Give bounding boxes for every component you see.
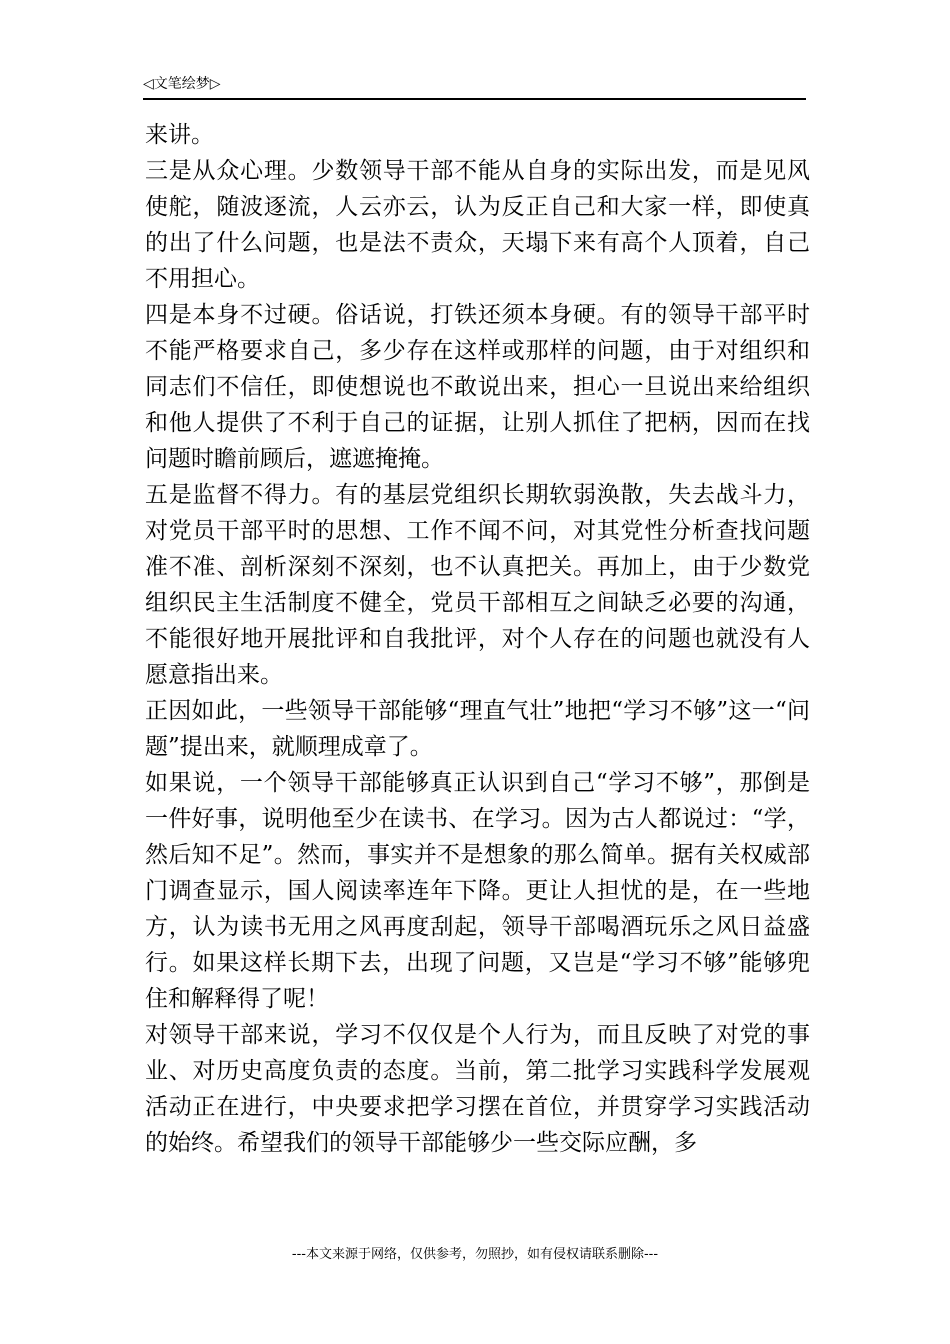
paragraph-5: 正因如此，一些领导干部能够“理直气壮”地把“学习不够”这一“问题”提出来，就顺理成章了。	[145, 698, 810, 760]
paragraph-6: 如果说，一个领导干部能够真正认识到自己“学习不够”，那倒是一件好事，说明他至少在读书、在学习。因为古人都说过：“学，然后知不足”。然而，事实并不是想象的那么简单。据有关权威部门调查显示，国人阅读率连年下降。更让人担忧的是，在一些地方，认为读书无用之风再度刮起，领导干部喝酒玩乐之风日益盛行。如果这样长期下去，出现了问题，又岂是“学习不够”能够兜住和解释得了呢！	[145, 770, 810, 1012]
paragraph-2: 三是从众心理。少数领导干部不能从自身的实际出发，而是见风使舵，随波逐流，人云亦云，认为反正自己和大家一样，即使真的出了什么问题，也是法不责众，天塌下来有高个人顶着，自己不用担心。	[145, 158, 810, 292]
paragraph-3: 四是本身不过硬。俗话说，打铁还须本身硬。有的领导干部平时不能严格要求自己，多少存在这样或那样的问题，由于对组织和同志们不信任，即使想说也不敢说出来，担心一旦说出来给组织和他人提供了不利于自己的证据，让别人抓住了把柄，因而在找问题时瞻前顾后，遮遮掩掩。	[145, 302, 810, 472]
paragraph-7: 对领导干部来说，学习不仅仅是个人行为，而且反映了对党的事业、对历史高度负责的态度。当前，第二批学习实践科学发展观活动正在进行，中央要求把学习摆在首位，并贯穿学习实践活动的始终。希望我们的领导干部能够少一些交际应酬，多	[145, 1022, 810, 1156]
header-title: ◁文笔绘梦▷	[143, 76, 221, 92]
paragraph-4: 五是监督不得力。有的基层党组织长期软弱涣散，失去战斗力，对党员干部平时的思想、工作不闻不问，对其党性分析查找问题准不准、剖析深刻不深刻，也不认真把关。再加上，由于少数党组织民主生活制度不健全，党员干部相互之间缺乏必要的沟通，不能很好地开展批评和自我批评，对个人存在的问题也就没有人愿意指出来。	[145, 482, 810, 688]
page-footer: ---本文来源于网络，仅供参考，勿照抄，如有侵权请联系删除---	[291, 1247, 659, 1262]
body-text	[145, 117, 810, 1161]
paragraph-1: 来讲。	[145, 122, 214, 148]
page-header	[143, 72, 806, 100]
